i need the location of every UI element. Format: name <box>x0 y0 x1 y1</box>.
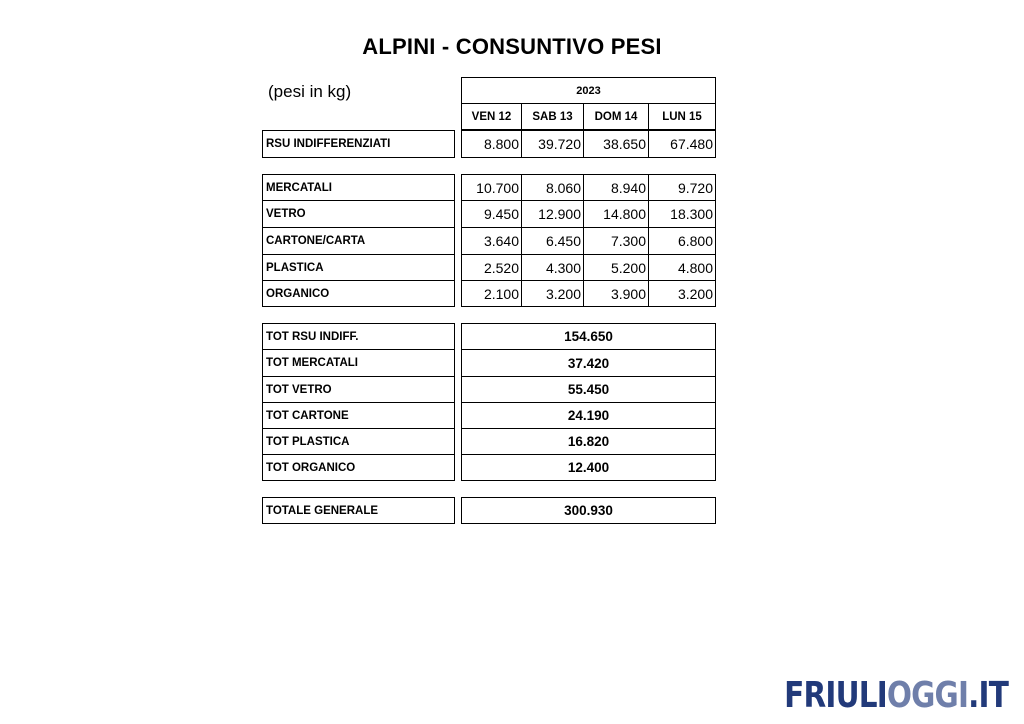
row-value: 67.480 <box>648 130 716 158</box>
total-label: TOT ORGANICO <box>262 454 455 481</box>
friulioggi-logo <box>784 675 1008 716</box>
row-value: 14.800 <box>583 200 649 228</box>
total-value: 154.650 <box>461 323 716 350</box>
row-value: 3.900 <box>583 280 649 307</box>
row-value: 38.650 <box>583 130 649 158</box>
row-value: 2.520 <box>461 254 522 281</box>
grand-total-value: 300.930 <box>461 497 716 524</box>
page-title: ALPINI - CONSUNTIVO PESI <box>362 34 662 59</box>
row-label: MERCATALI <box>262 174 455 201</box>
grand-total-label: TOTALE GENERALE <box>262 497 455 524</box>
total-value: 16.820 <box>461 428 716 455</box>
logo-part-1: FRIULI <box>784 675 887 716</box>
row-value: 4.800 <box>648 254 716 281</box>
total-label: TOT MERCATALI <box>262 349 455 377</box>
row-label: ORGANICO <box>262 280 455 307</box>
row-value: 8.940 <box>583 174 649 201</box>
row-value: 7.300 <box>583 227 649 255</box>
row-label: CARTONE/CARTA <box>262 227 455 255</box>
day-header-3: LUN 15 <box>648 103 716 130</box>
total-label: TOT RSU INDIFF. <box>262 323 455 350</box>
row-value: 8.060 <box>521 174 584 201</box>
total-label: TOT CARTONE <box>262 402 455 429</box>
year-header: 2023 <box>461 77 716 104</box>
row-value: 3.200 <box>648 280 716 307</box>
row-value: 6.450 <box>521 227 584 255</box>
row-value: 5.200 <box>583 254 649 281</box>
row-value: 39.720 <box>521 130 584 158</box>
row-value: 3.640 <box>461 227 522 255</box>
row-value: 8.800 <box>461 130 522 158</box>
row-label: PLASTICA <box>262 254 455 281</box>
logo-part-2: OGGI <box>886 675 969 716</box>
row-label: RSU INDIFFERENZIATI <box>262 130 455 158</box>
row-value: 9.720 <box>648 174 716 201</box>
day-header-1: SAB 13 <box>521 103 584 130</box>
unit-note: (pesi in kg) <box>268 82 352 101</box>
row-label: VETRO <box>262 200 455 228</box>
logo-part-3: .IT <box>968 675 1008 716</box>
day-header-2: DOM 14 <box>583 103 649 130</box>
row-value: 6.800 <box>648 227 716 255</box>
total-value: 24.190 <box>461 402 716 429</box>
total-value: 55.450 <box>461 376 716 403</box>
row-value: 3.200 <box>521 280 584 307</box>
row-value: 18.300 <box>648 200 716 228</box>
total-label: TOT VETRO <box>262 376 455 403</box>
total-label: TOT PLASTICA <box>262 428 455 455</box>
day-header-0: VEN 12 <box>461 103 522 130</box>
total-value: 37.420 <box>461 349 716 377</box>
row-value: 10.700 <box>461 174 522 201</box>
row-value: 12.900 <box>521 200 584 228</box>
row-value: 9.450 <box>461 200 522 228</box>
row-value: 4.300 <box>521 254 584 281</box>
row-value: 2.100 <box>461 280 522 307</box>
total-value: 12.400 <box>461 454 716 481</box>
